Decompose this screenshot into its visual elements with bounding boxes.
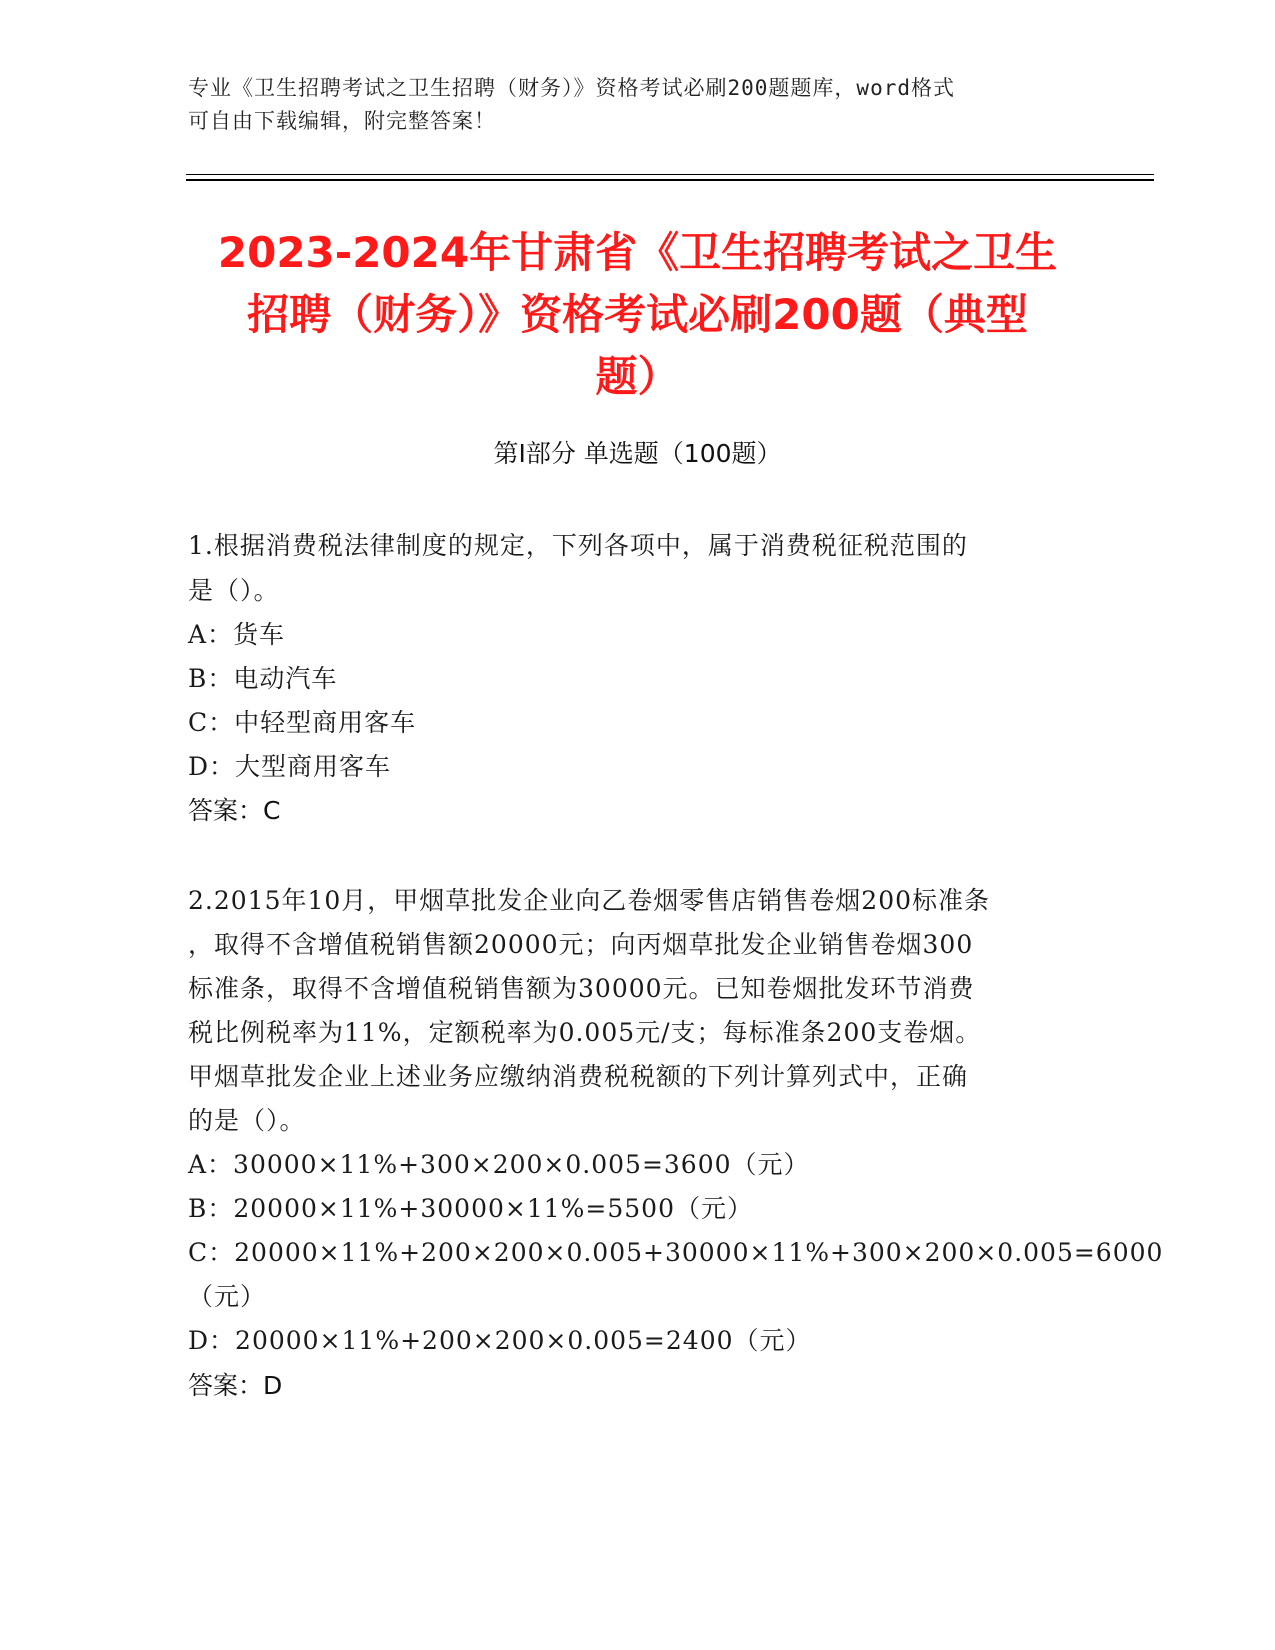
question-1-option-b: B：电动汽车 <box>188 664 338 693</box>
question-2-option-c-continued: （元） <box>188 1282 267 1311</box>
document-title <box>150 222 1125 408</box>
question-2-answer: 答案：D <box>188 1371 283 1400</box>
header-divider-thick <box>186 179 1154 181</box>
question-2-option-c: C：20000×11%+200×200×0.005+30000×11%+300×200×0.005=6000 <box>188 1238 1164 1267</box>
header-note-line: 可自由下载编辑，附完整答案！ <box>188 109 496 133</box>
section-heading: 第Ⅰ部分 单选题（100题） <box>493 439 782 468</box>
question-2-option-d: D：20000×11%+200×200×0.005=2400（元） <box>188 1326 812 1355</box>
question-2-stem-line: 税比例税率为11%，定额税率为0.005元/支；每标准条200支卷烟。 <box>188 1018 982 1047</box>
question-1-answer: 答案：C <box>188 796 281 825</box>
question-2-stem-line: 标准条，取得不含增值税销售额为30000元。已知卷烟批发环节消费 <box>188 974 975 1003</box>
question-1-option-c: C：中轻型商用客车 <box>188 708 417 737</box>
question-1-stem-line: 是（）。 <box>188 576 280 605</box>
question-2-option-a: A：30000×11%+300×200×0.005=3600（元） <box>188 1150 810 1179</box>
question-2-stem-line: 甲烟草批发企业上述业务应缴纳消费税税额的下列计算列式中，正确 <box>188 1062 969 1091</box>
question-1-option-d: D：大型商用客车 <box>188 752 392 781</box>
header-note-line: 专业《卫生招聘考试之卫生招聘（财务）》资格考试必刷200题题库，word格式 <box>188 76 955 100</box>
question-2-stem-line: 的是（）。 <box>188 1106 306 1135</box>
document-title-line: 题） <box>595 352 680 401</box>
header-divider-thin <box>186 174 1154 175</box>
document-title-line: 2023-2024年甘肃省《卫生招聘考试之卫生 <box>217 228 1058 277</box>
header-note <box>188 72 1088 138</box>
question-2-option-b: B：20000×11%+30000×11%=5500（元） <box>188 1194 753 1223</box>
question-1-stem-line: 1.根据消费税法律制度的规定，下列各项中，属于消费税征税范围的 <box>188 531 968 560</box>
question-2-stem-line: ，取得不含增值税销售额20000元；向丙烟草批发企业销售卷烟300 <box>188 930 974 959</box>
question-1-option-a: A：货车 <box>188 620 286 649</box>
question-2-stem-line: 2.2015年10月，甲烟草批发企业向乙卷烟零售店销售卷烟200标准条 <box>188 886 991 915</box>
document-title-line: 招聘（财务）》资格考试必刷200题（典型 <box>247 290 1028 339</box>
